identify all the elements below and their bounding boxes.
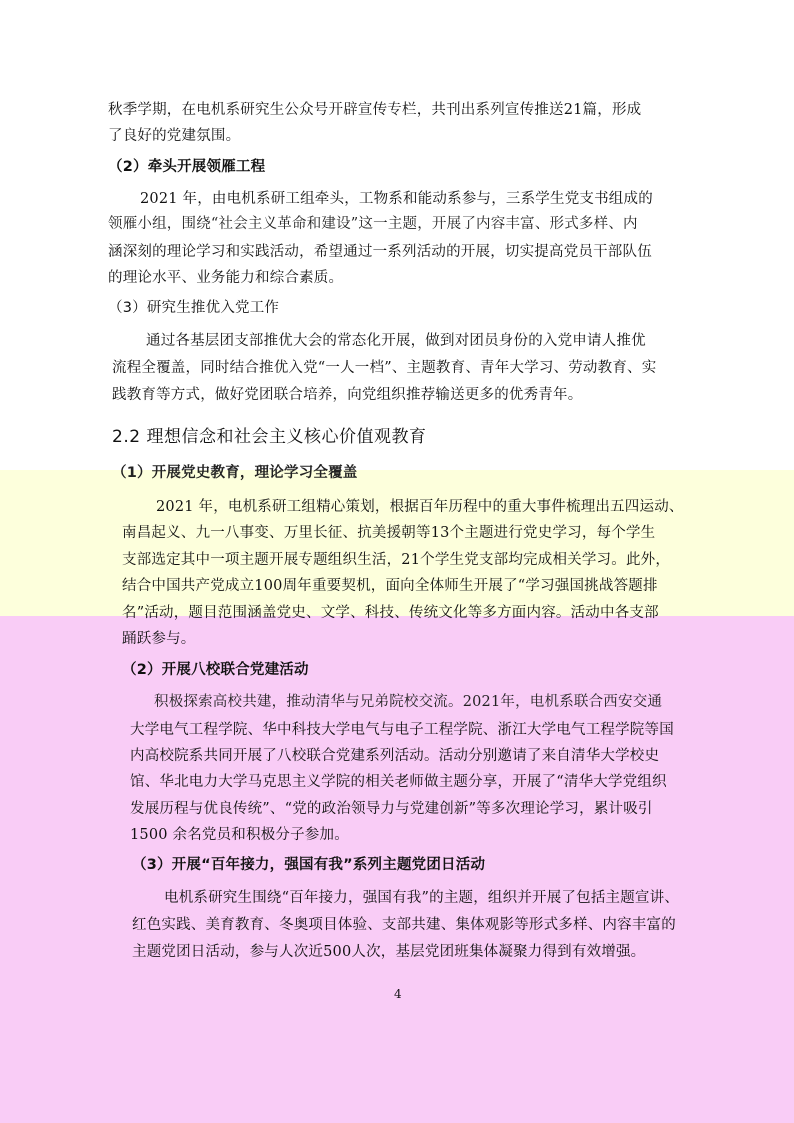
body-text-line: 主题党团日活动，参与人次近500人次，基层党团班集体凝聚力得到有效增强。 xyxy=(132,944,646,960)
body-text-line: 踊跃参与。 xyxy=(122,631,196,647)
body-text-line: 发展历程与优良传统”、“党的政治领导力与党建创新”等多次理论学习，累计吸引 xyxy=(130,801,653,817)
body-text-line: 通过各基层团支部推优大会的常态化开展，做到对团员身份的入党申请人推优 xyxy=(146,333,646,349)
page-number: 4 xyxy=(394,987,402,1001)
section-heading: 2.2 理想信念和社会主义核心价值观教育 xyxy=(112,427,427,447)
subsection-heading: （2）牵头开展领雁工程 xyxy=(108,159,266,175)
body-text-line: 电机系研究生围绕“百年接力，强国有我”的主题，组织并开展了包括主题宣讲、 xyxy=(164,890,680,906)
body-text-line: 2021 年，电机系研工组精心策划，根据百年历程中的重大事件梳理出五四运动、 xyxy=(156,499,684,515)
body-text-line: 践教育等方式，做好党团联合培养，向党组织推荐输送更多的优秀青年。 xyxy=(112,387,583,403)
subsection-heading: （3）开展“百年接力，强国有我”系列主题党团日活动 xyxy=(132,857,486,873)
body-text-line: 红色实践、美育教育、冬奥项目体验、支部共建、集体观影等形式多样、内容丰富的 xyxy=(132,917,676,933)
body-text-line: 内高校院系共同开展了八校联合党建系列活动。活动分别邀请了来自清华大学校史 xyxy=(130,748,660,764)
subsection-heading: （1）开展党史教育，理论学习全覆盖 xyxy=(112,465,358,481)
body-text-line: 南昌起义、九一八事变、万里长征、抗美援朝等13个主题进行党史学习，每个学生 xyxy=(122,525,656,541)
body-text-line: 了良好的党建氛围。 xyxy=(108,128,241,144)
body-text-line: 秋季学期，在电机系研究生公众号开辟宣传专栏，共刊出系列宣传推送21篇，形成 xyxy=(108,102,642,118)
body-text-line: 1500 余名党员和积极分子参加。 xyxy=(130,827,349,843)
body-text-line: 支部选定其中一项主题开展专题组织生活，21个学生党支部均完成相关学习。此外， xyxy=(122,552,671,568)
body-text-line: 馆、华北电力大学马克思主义学院的相关老师做主题分享，开展了“清华大学党组织 xyxy=(130,774,667,790)
subsection-heading: （2）开展八校联合党建活动 xyxy=(122,662,309,678)
body-text-line: 领雁小组，围绕“社会主义革命和建设”这一主题，开展了内容丰富、形式多样、内 xyxy=(108,216,638,232)
body-text-line: 涵深刻的理论学习和实践活动，希望通过一系列活动的开展，切实提高党员干部队伍 xyxy=(108,244,652,260)
body-text-line: 大学电气工程学院、华中科技大学电气与电子工程学院、浙江大学电气工程学院等国 xyxy=(130,722,674,738)
body-text-line: 的理论水平、业务能力和综合素质。 xyxy=(108,270,344,286)
subsection-heading: （3）研究生推优入党工作 xyxy=(108,300,280,316)
body-text-line: 积极探索高校共建，推动清华与兄弟院校交流。2021年，电机系联合西安交通 xyxy=(154,694,663,710)
body-text-line: 名”活动，题目范围涵盖党史、文学、科技、传统文化等多方面内容。活动中各支部 xyxy=(122,605,659,621)
body-text-line: 流程全覆盖，同时结合推优入党“一人一档”、主题教育、青年大学习、劳动教育、实 xyxy=(112,360,657,376)
body-text-line: 2021 年，由电机系研工组牵头，工物系和能动系参与，三系学生党支书组成的 xyxy=(140,191,653,207)
body-text-line: 结合中国共产党成立100周年重要契机，面向全体师生开展了“学习强国挑战答题排 xyxy=(122,578,658,594)
